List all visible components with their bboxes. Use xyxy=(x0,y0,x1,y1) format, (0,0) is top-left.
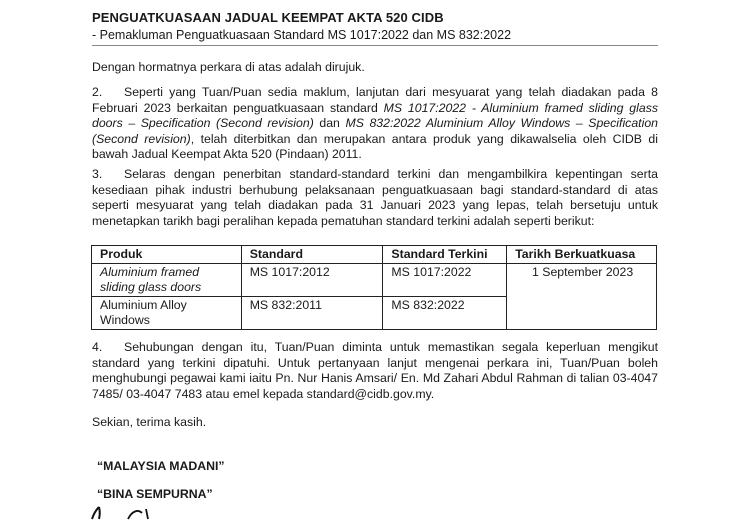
standard-name-832: MS 832:2022 Aluminium Alloy Windows – Specification (Second revision) xyxy=(92,116,658,146)
effective-date-cell: 1 September 2023 xyxy=(507,264,657,330)
standard-cell: MS 832:2011 xyxy=(241,297,383,330)
paragraph-text: , telah diterbitkan dan merupakan antara produk yang dikawalselia oleh CIDB di bawah Jadual Keempat Akta 520 (Pindaan) 2011. xyxy=(92,131,658,161)
paragraph-3 xyxy=(92,167,658,229)
header-tarikh-berkuatkuasa: Tarikh Berkuatkuasa xyxy=(507,246,657,264)
signature-mark xyxy=(88,505,168,520)
table-header-row xyxy=(92,246,657,264)
closing-line: Sekian, terima kasih. xyxy=(92,415,207,429)
latest-standard-cell: MS 1017:2022 xyxy=(383,264,507,297)
table-row xyxy=(92,264,657,297)
standard-cell: MS 1017:2012 xyxy=(241,264,383,297)
letter-title: PENGUATKUASAAN JADUAL KEEMPAT AKTA 520 CIDB xyxy=(92,10,444,25)
intro-paragraph: Dengan hormatnya perkara di atas adalah dirujuk. xyxy=(92,60,365,74)
header-standard-terkini: Standard Terkini xyxy=(383,246,507,264)
paragraph-number: 3. xyxy=(92,167,103,181)
standard-name-1017: MS 1017:2022 - Aluminium framed sliding glass doors – Specification (Second revision) xyxy=(92,100,658,130)
product-cell: Aluminium Alloy Windows xyxy=(92,297,242,330)
paragraph-text: dan xyxy=(313,116,346,130)
slogan-bina-sempurna: “BINA SEMPURNA” xyxy=(97,487,213,501)
header-produk: Produk xyxy=(92,246,242,264)
slogan-malaysia-madani: “MALAYSIA MADANI” xyxy=(97,459,225,473)
paragraph-2 xyxy=(92,85,658,163)
header-standard: Standard xyxy=(241,246,383,264)
paragraph-text: Sehubungan dengan itu, Tuan/Puan diminta untuk memastikan segala keperluan mengikut standard yang terkini dipatuhi. Untuk pertanyaan lanjut mengenai perkara ini, Tuan/Puan boleh menghubungi pegawai kami iaitu Pn. Nur Hanis Amsari/ En. Md Zahari Abdul Rahman di talian 03-4047 7485/ 03-4047 7483 atau emel kepada standard@cidb.gov.my. xyxy=(92,340,658,401)
paragraph-4 xyxy=(92,340,658,402)
product-cell: Aluminium framed sliding glass doors xyxy=(92,264,242,297)
paragraph-text: Selaras dengan penerbitan standard-standard terkini dan mengambilkira kepentingan serta kesediaan pihak industri berhubung pelaksanaan penguatkuasaan bagi standard-standard di atas seperti mesyuarat yang telah diadakan pada 31 Januari 2023 yang lepas, telah bersetuju untuk menetapkan tarikh bagi peralihan kepada pematuhan standard terkini adalah seperti berikut: xyxy=(92,167,658,228)
standards-table xyxy=(91,245,657,330)
paragraph-number: 2. xyxy=(92,85,103,99)
paragraph-text: Seperti yang Tuan/Puan sedia maklum, lanjutan dari mesyuarat yang telah diadakan pada 8 Februari 2023 berkaitan penguatkuasaan standard xyxy=(92,85,658,115)
paragraph-number: 4. xyxy=(92,340,103,354)
letter-subtitle: - Pemakluman Penguatkuasaan Standard MS 1017:2022 dan MS 832:2022 xyxy=(92,28,512,42)
latest-standard-cell: MS 832:2022 xyxy=(383,297,507,330)
title-divider xyxy=(92,45,658,46)
